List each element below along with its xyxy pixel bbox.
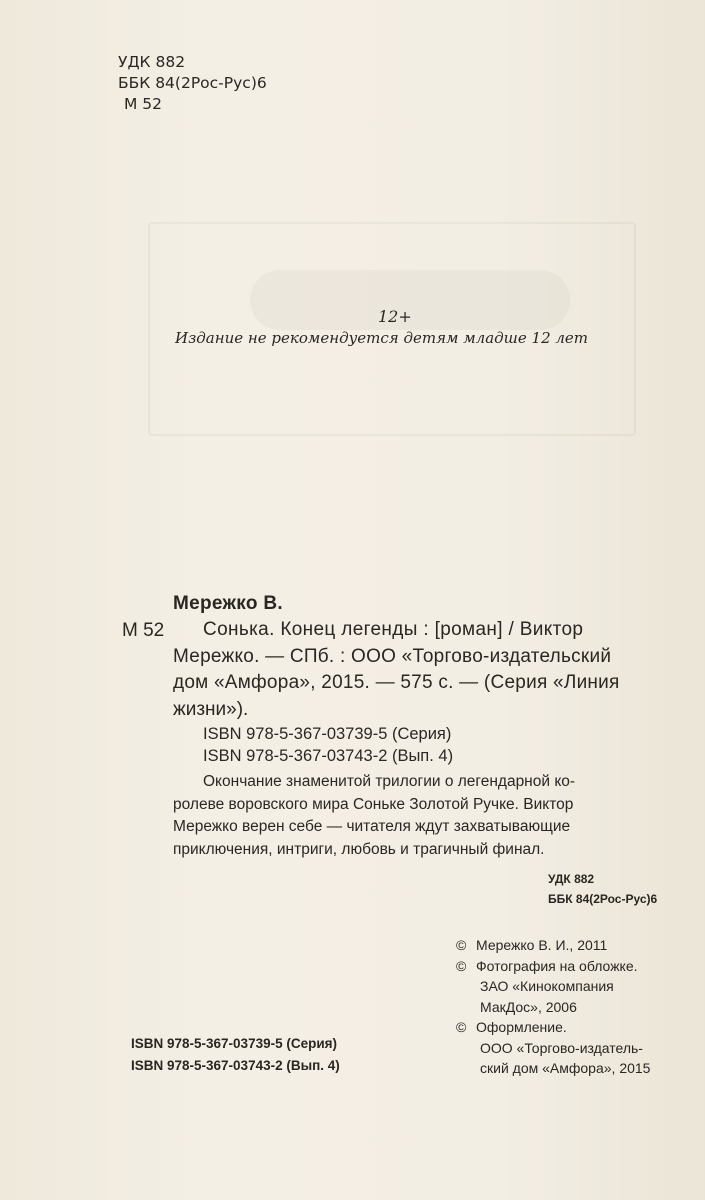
bibliographic-line: Мережко. — СПб. : ООО «Торгово-издательский	[173, 645, 612, 667]
bibliographic-line: дом «Амфора», 2015. — 575 с. — (Серия «Линия	[173, 672, 620, 693]
copyright-entry	[456, 956, 650, 977]
author-mark-code: М 52	[124, 95, 163, 113]
annotation-line: приключения, интриги, любовь и трагичный финал.	[173, 840, 545, 858]
isbn-block	[203, 723, 453, 767]
bibliographic-code: М 52	[122, 620, 165, 641]
small-classification	[548, 869, 657, 909]
age-rating-note: Издание не рекомендуется детям младше 12 лет	[175, 329, 589, 347]
isbn-bottom-block	[131, 1033, 340, 1077]
copyright-line: Фотография на обложке.	[476, 957, 638, 974]
copyright-line: МакДос», 2006	[480, 998, 577, 1015]
copyright-entry	[456, 935, 650, 956]
classification-block	[118, 52, 267, 115]
copyright-symbol: ©	[456, 957, 467, 974]
bibliographic-line: жизни»).	[173, 698, 249, 720]
copyright-line: ЗАО «Кинокомпания	[480, 978, 614, 994]
age-rating-mark: 12+	[378, 307, 412, 326]
annotation-line: Мережко верен себе — читателя ждут захватывающие	[173, 818, 571, 835]
copyright-block	[456, 935, 650, 1079]
udk-code: УДК 882	[118, 53, 186, 71]
bbk-code: ББК 84(2Рос-Рус)6	[118, 74, 267, 92]
isbn-bottom-series: ISBN 978-5-367-03739-5 (Серия)	[131, 1036, 338, 1051]
small-udk: УДК 882	[548, 872, 595, 886]
copyright-line: Оформление.	[476, 1019, 567, 1035]
copyright-entry	[456, 1017, 650, 1038]
copyright-line: Мережко В. И., 2011	[476, 937, 608, 953]
copyright-symbol: ©	[456, 1019, 467, 1035]
copyright-line: ООО «Торгово-издатель-	[480, 1039, 643, 1056]
isbn-bottom-issue: ISBN 978-5-367-03743-2 (Вып. 4)	[131, 1058, 340, 1073]
bibliographic-author: Мережко В.	[173, 593, 283, 614]
small-bbk: ББК 84(2Рос-Рус)6	[548, 892, 658, 906]
isbn-series: ISBN 978-5-367-03739-5 (Серия)	[203, 725, 452, 743]
isbn-issue: ISBN 978-5-367-03743-2 (Вып. 4)	[203, 747, 454, 765]
bibliographic-description	[173, 617, 665, 723]
annotation-line: ролеве воровского мира Соньке Золотой Ручке. Виктор	[173, 795, 574, 813]
copyright-symbol: ©	[456, 937, 467, 953]
annotation-line: Окончание знаменитой трилогии о легендарной ко-	[203, 773, 576, 790]
copyright-line: ский дом «Амфора», 2015	[480, 1060, 651, 1076]
annotation	[173, 771, 673, 861]
bibliographic-line: Сонька. Конец легенды : [роман] / Виктор	[203, 619, 584, 640]
